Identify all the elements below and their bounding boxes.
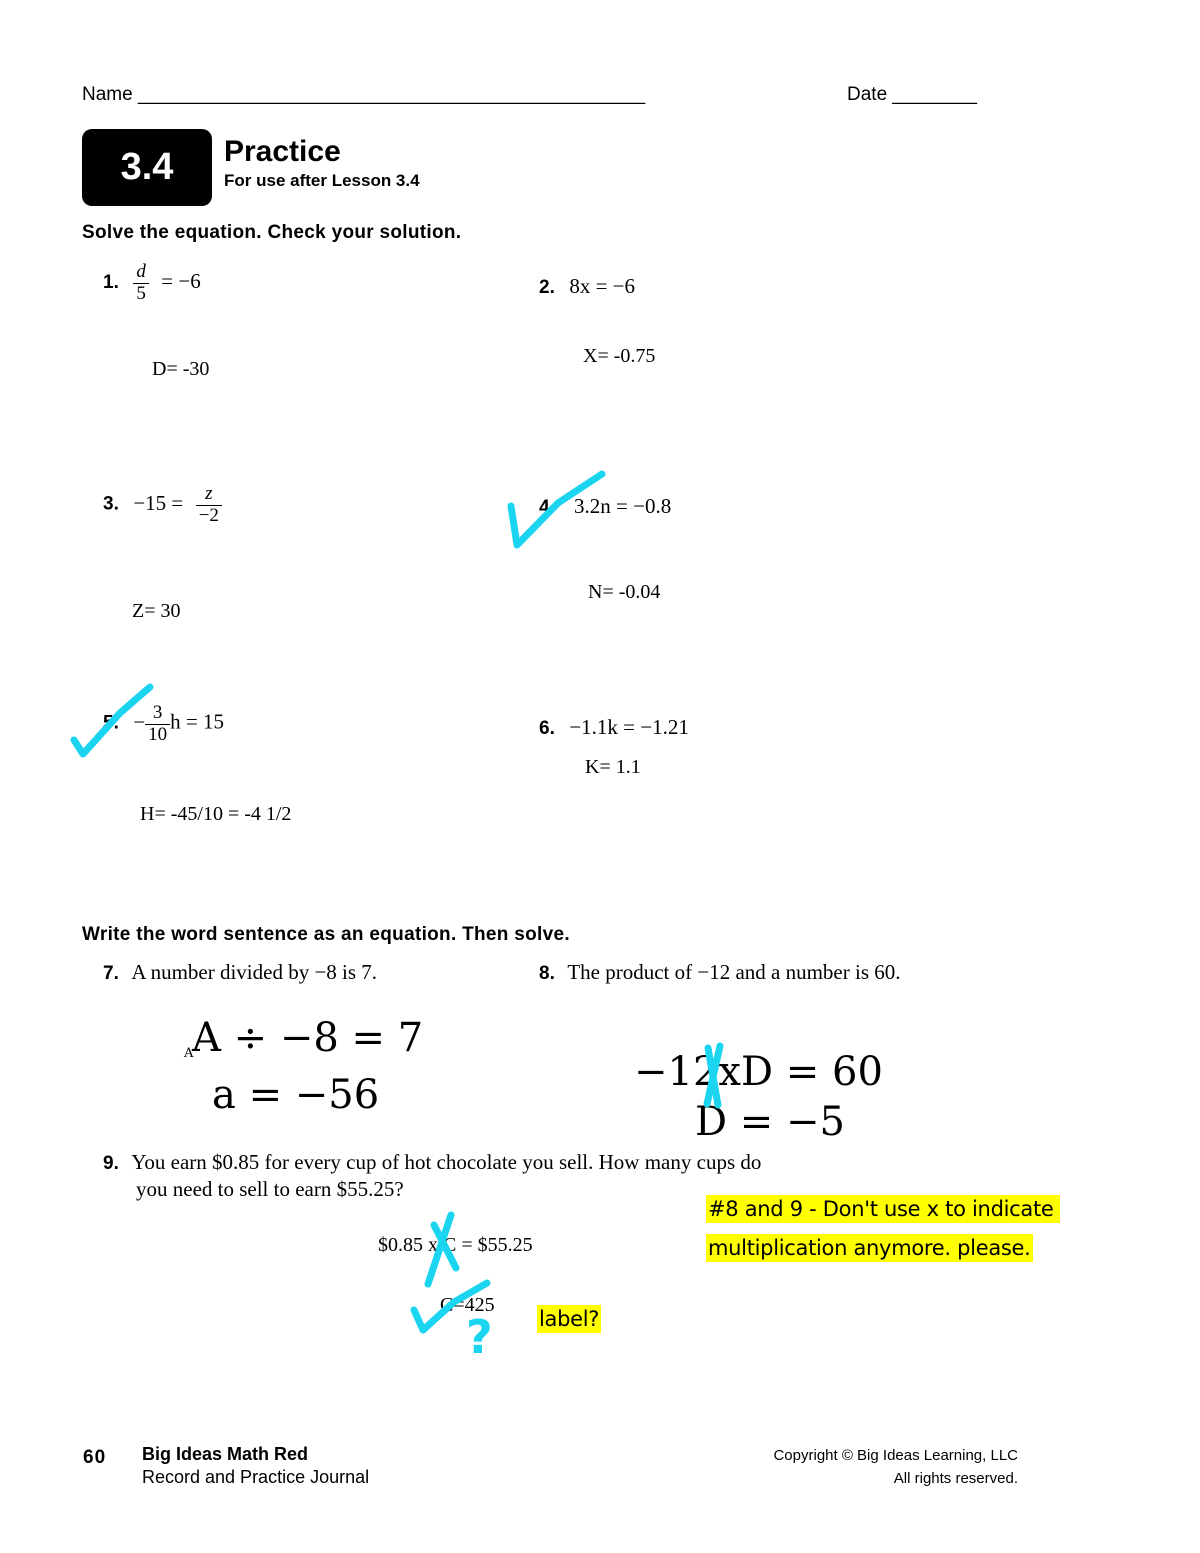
- page-title: Practice: [224, 135, 341, 168]
- problem-text: A number divided by −8 is 7.: [131, 960, 378, 984]
- problem-text-line-1: You earn $0.85 for every cup of hot chocolate you sell. How many cups do: [131, 1150, 762, 1174]
- problem-number: 9.: [103, 1153, 119, 1174]
- problem-number: 5.: [103, 712, 119, 734]
- equation: 3.2n = −0.8: [574, 494, 672, 518]
- denominator: 5: [136, 282, 146, 304]
- date-label: Date: [847, 84, 888, 105]
- problem-number: 8.: [539, 963, 555, 984]
- instructions-word: Write the word sentence as an equation. Then solve.: [82, 924, 570, 945]
- book-subtitle: Record and Practice Journal: [142, 1467, 370, 1487]
- problem-number: 4: [539, 497, 550, 518]
- answer-6: K= 1.1: [585, 756, 641, 778]
- work-7-line-2: a = −56: [212, 1072, 380, 1118]
- answer-3: Z= 30: [132, 600, 181, 622]
- instructions-solve: Solve the equation. Check your solution.: [82, 222, 462, 243]
- book-title: Big Ideas Math Red: [142, 1444, 309, 1464]
- problem-number: 3.: [103, 493, 119, 515]
- numerator: d: [133, 262, 149, 284]
- name-label: Name: [82, 84, 133, 105]
- problem-number: 7.: [103, 963, 119, 984]
- problem-number: 1.: [103, 271, 119, 293]
- rhs: = −6: [161, 268, 201, 293]
- teacher-note-line-2: multiplication anymore. please.: [708, 1236, 1031, 1260]
- lhs: −15 =: [133, 490, 184, 515]
- problem-text: The product of −12 and a number is 60.: [567, 960, 901, 984]
- minus-sign: −: [133, 709, 146, 734]
- work-8-line-1: −12xD = 60: [634, 1049, 883, 1095]
- page-subtitle: For use after Lesson 3.4: [224, 171, 420, 190]
- teacher-note-line-1: #8 and 9 - Don't use x to indicate: [706, 1195, 1060, 1223]
- work-7-line-1: A ÷ −8 = 7: [192, 1015, 424, 1061]
- check-mark-icon: [74, 687, 150, 754]
- copyright: Copyright © Big Ideas Learning, LLC: [773, 1447, 1018, 1464]
- equation: −1.1k = −1.21: [569, 715, 689, 739]
- equation: 8x = −6: [569, 274, 635, 298]
- answer-5: H= -45/10 = -4 1/2: [140, 803, 292, 825]
- work-9-line-2: C=425: [440, 1294, 495, 1316]
- name-line: ________________________________________________: [137, 84, 646, 105]
- date-line: ________: [892, 84, 977, 105]
- question-mark-icon: ?: [466, 1310, 493, 1364]
- work-8-line-2: D = −5: [695, 1099, 845, 1145]
- rhs: h = 15: [170, 709, 224, 734]
- rights: All rights reserved.: [893, 1470, 1018, 1487]
- section-number: 3.4: [120, 146, 174, 188]
- work-9-line-1: $0.85 x C = $55.25: [378, 1234, 533, 1256]
- answer-2: X= -0.75: [583, 345, 656, 367]
- problem-number: 6.: [539, 718, 555, 739]
- answer-1: D= -30: [152, 358, 210, 380]
- numerator: z: [196, 484, 222, 506]
- label-note: label?: [539, 1307, 600, 1331]
- denominator: 10: [148, 723, 168, 745]
- check-mark-icon: [511, 474, 602, 545]
- denominator: −2: [198, 504, 219, 526]
- numerator: 3: [145, 703, 170, 725]
- problem-number: 2.: [539, 277, 555, 298]
- problem-text-line-2: you need to sell to earn $55.25?: [136, 1177, 404, 1201]
- stray-letter: A: [184, 1046, 194, 1061]
- page-number: 60: [83, 1447, 107, 1468]
- answer-4: N= -0.04: [588, 581, 661, 603]
